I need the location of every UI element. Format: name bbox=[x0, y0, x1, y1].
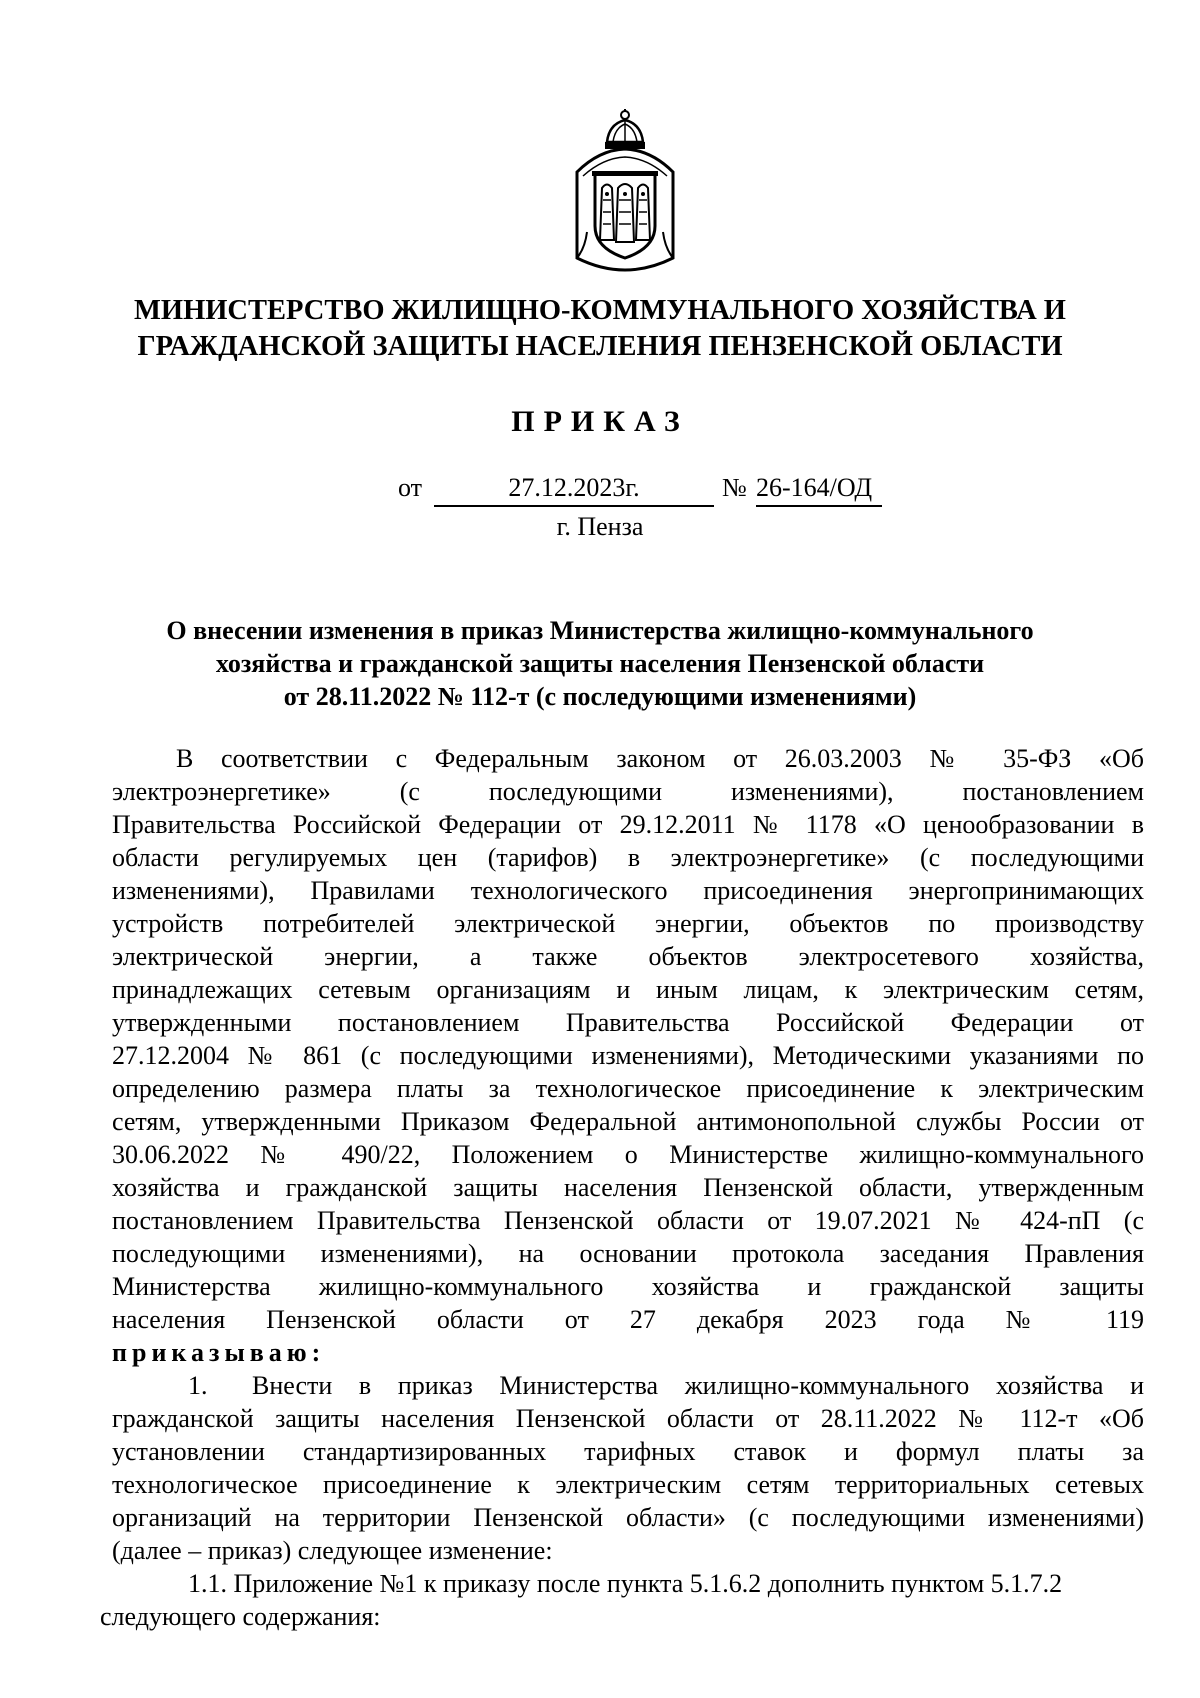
preamble-line: области регулируемых цен (тарифов) в электроэнергетике» (с последующими bbox=[112, 843, 1144, 872]
document-type: ПРИКАЗ bbox=[511, 405, 689, 438]
preamble-line: устройств потребителей электрической энергии, объектов по производству bbox=[112, 909, 1144, 938]
item-1-line: гражданской защиты населения Пензенской области от 28.11.2022 № 112-т «Об bbox=[112, 1404, 1144, 1433]
preamble-line: принадлежащих сетевым организациям и иным лицам, к электрическим сетям, bbox=[112, 975, 1144, 1004]
preamble-line: населения Пензенской области от 27 декабря 2023 года № 119 bbox=[112, 1305, 1144, 1334]
preamble-line: хозяйства и гражданской защиты населения Пензенской области, утвержденным bbox=[112, 1173, 1144, 1202]
city: г. Пенза bbox=[556, 512, 644, 541]
title-line-3: от 28.11.2022 № 112-т (с последующими изменениями) bbox=[283, 682, 917, 711]
preamble-line: 27.12.2004 № 861 (с последующими изменениями), Методическими указаниями по bbox=[112, 1041, 1144, 1070]
number-value: 26-164/ОД bbox=[756, 473, 873, 502]
number-label: № bbox=[722, 473, 747, 502]
preamble-line: электроэнергетике» (с последующими изменениями), постановлением bbox=[112, 777, 1144, 806]
preamble-line: Правительства Российской Федерации от 29.12.2011 № 1178 «О ценообразовании в bbox=[112, 810, 1144, 839]
item-1-1-first-line: 1.1. Приложение №1 к приказу после пункта 5.1.6.2 дополнить пунктом 5.1.7.2 bbox=[188, 1569, 1063, 1598]
date-underline bbox=[434, 505, 714, 507]
item-1-line: организаций на территории Пензенской области» (с последующими изменениями) bbox=[112, 1503, 1144, 1532]
item-1-line: установлении стандартизированных тарифных ставок и формул платы за bbox=[112, 1437, 1144, 1466]
document-title bbox=[0, 614, 1200, 713]
preamble-line: Министерства жилищно-коммунального хозяйства и гражданской защиты bbox=[112, 1272, 1144, 1301]
item-1-text: Внести в приказ Министерства жилищно-коммунального хозяйства и bbox=[252, 1371, 1144, 1400]
coat-of-arms-icon bbox=[569, 108, 681, 273]
number-underline bbox=[756, 505, 882, 507]
ministry-name-line-1: МИНИСТЕРСТВО ЖИЛИЩНО-КОММУНАЛЬНОГО ХОЗЯЙСТВА И bbox=[134, 295, 1066, 326]
item-1-line: (далее – приказ) следующее изменение: bbox=[112, 1536, 553, 1565]
item-1-first-line bbox=[112, 1369, 1144, 1402]
decree-word: приказываю: bbox=[112, 1338, 326, 1367]
title-line-1: О внесении изменения в приказ Министерства жилищно-коммунального bbox=[166, 616, 1034, 645]
item-1-number: 1. bbox=[188, 1371, 208, 1400]
preamble-line: электрической энергии, а также объектов электросетевого хозяйства, bbox=[112, 942, 1144, 971]
date-label: от bbox=[398, 473, 423, 502]
preamble-line: В соответствии с Федеральным законом от 26.03.2003 № 35-ФЗ «Об bbox=[176, 744, 1144, 773]
preamble-line: последующими изменениями), на основании протокола заседания Правления bbox=[112, 1239, 1144, 1268]
preamble-line: постановлением Правительства Пензенской области от 19.07.2021 № 424-пП (с bbox=[112, 1206, 1144, 1235]
preamble-line: определению размера платы за технологическое присоединение к электрическим bbox=[112, 1074, 1144, 1103]
preamble-line: сетям, утвержденными Приказом Федеральной антимонопольной службы России от bbox=[112, 1107, 1144, 1136]
title-line-2: хозяйства и гражданской защиты населения Пензенской области bbox=[215, 649, 985, 678]
item-1-line: технологическое присоединение к электрическим сетям территориальных сетевых bbox=[112, 1470, 1144, 1499]
date-number-row bbox=[0, 471, 1200, 507]
item-1-1-last-line: следующего содержания: bbox=[100, 1602, 381, 1631]
preamble-line: утвержденными постановлением Правительства Российской Федерации от bbox=[112, 1008, 1144, 1037]
ministry-name bbox=[0, 293, 1200, 365]
ministry-name-line-2: ГРАЖДАНСКОЙ ЗАЩИТЫ НАСЕЛЕНИЯ ПЕНЗЕНСКОЙ ОБЛАСТИ bbox=[137, 331, 1063, 362]
preamble-line: изменениями), Правилами технологического присоединения энергопринимающих bbox=[112, 876, 1144, 905]
document-body bbox=[100, 742, 1144, 1633]
date-value: 27.12.2023г. bbox=[508, 473, 640, 502]
preamble-line: 30.06.2022 № 490/22, Положением о Министерстве жилищно-коммунального bbox=[112, 1140, 1144, 1169]
